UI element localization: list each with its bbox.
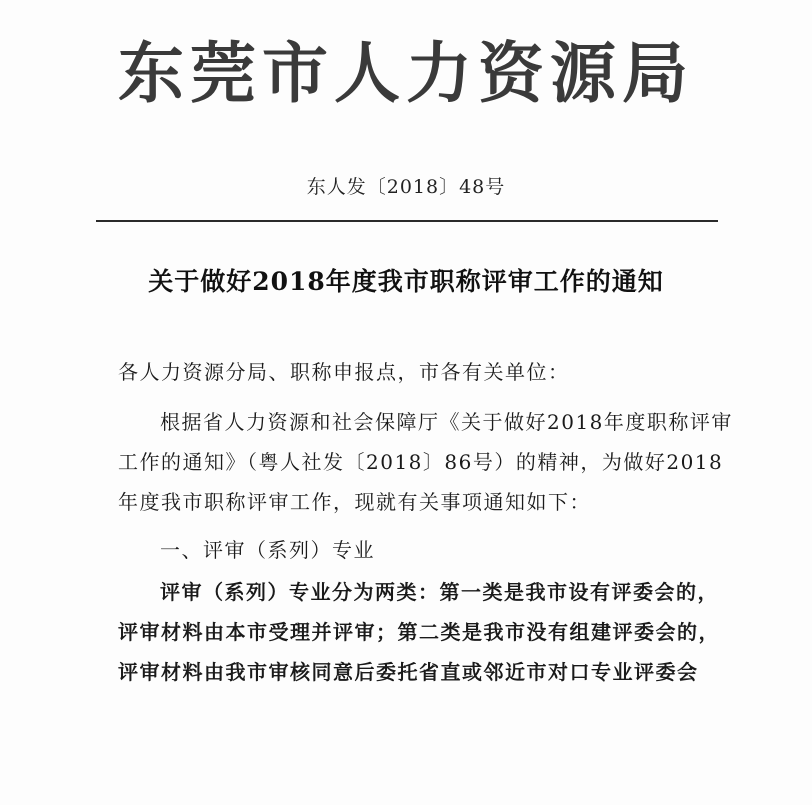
header-divider <box>96 220 718 222</box>
paragraph-line: 根据省人力资源和社会保障厅《关于做好2018年度职称评审 <box>160 410 733 434</box>
paragraph-line: 评审（系列）专业分为两类：第一类是我市设有评委会的， <box>160 580 719 604</box>
salutation: 各人力资源分局、职称申报点，市各有关单位： <box>118 360 570 384</box>
agency-title: 东莞市人力资源局 <box>118 34 694 112</box>
section-heading: 一、评审（系列）专业 <box>160 538 375 562</box>
document-title: 关于做好2018年度我市职称评审工作的通知 <box>148 267 664 296</box>
paragraph-section1 <box>118 572 718 692</box>
paragraph-intro <box>118 402 733 522</box>
paragraph-line: 工作的通知》（粤人社发〔2018〕86号）的精神，为做好2018 <box>118 450 724 474</box>
paragraph-line: 评审材料由我市审核同意后委托省直或邻近市对口专业评委会 <box>118 660 699 684</box>
document-number: 东人发〔2018〕48号 <box>306 176 506 198</box>
paragraph-line: 评审材料由本市受理并评审；第二类是我市没有组建评委会的， <box>118 620 720 644</box>
paragraph-line: 年度我市职称评审工作，现就有关事项通知如下： <box>118 490 591 514</box>
